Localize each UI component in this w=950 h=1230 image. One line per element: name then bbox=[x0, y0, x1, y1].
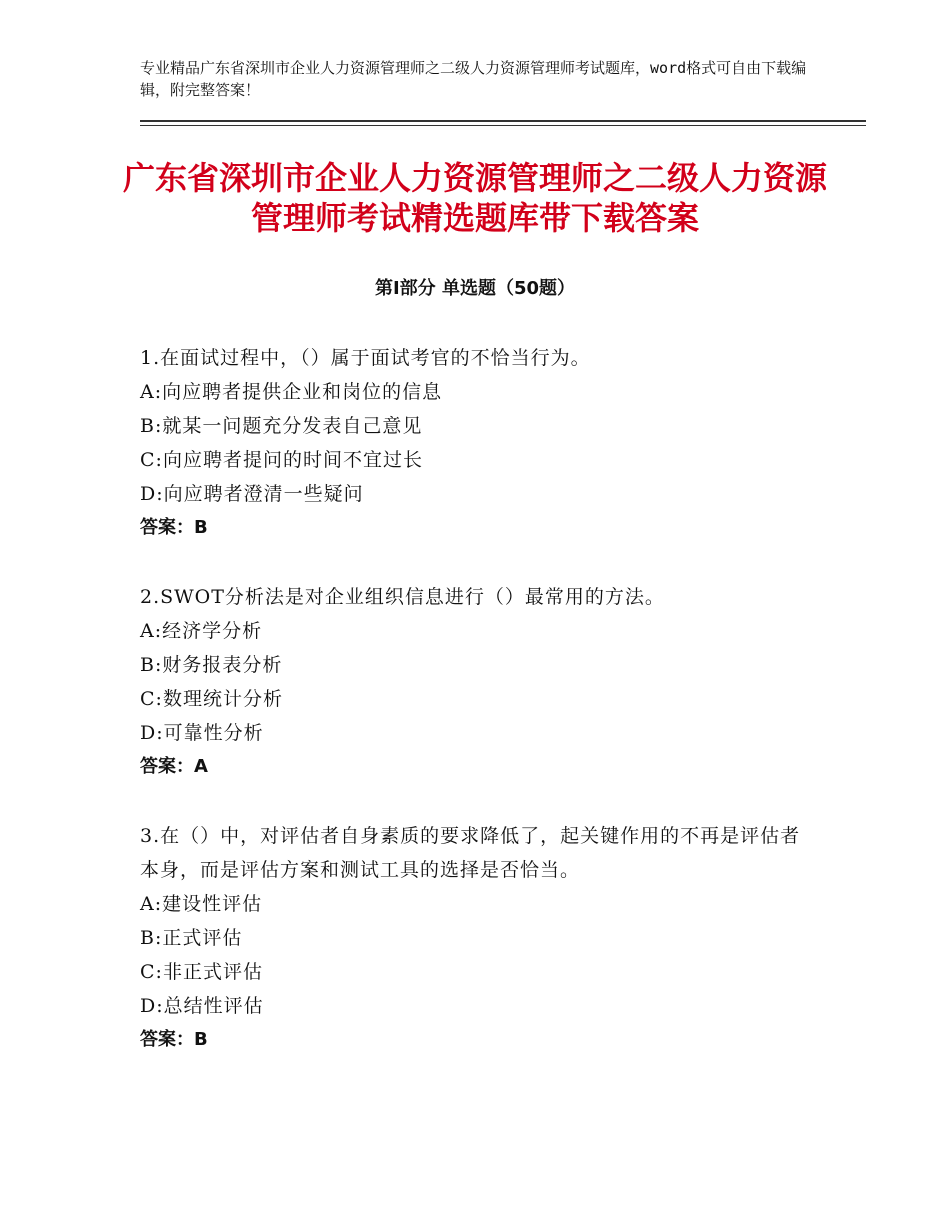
option-d: D:总结性评估 bbox=[140, 995, 264, 1017]
option-a: A:建设性评估 bbox=[140, 893, 263, 915]
option-c: C:非正式评估 bbox=[140, 961, 263, 983]
answer: 答案：B bbox=[140, 1029, 208, 1050]
header-divider-thick bbox=[140, 120, 866, 122]
question-stem: 3.在（）中，对评估者自身素质的要求降低了，起关键作用的不再是评估者本身，而是评估方案和测试工具的选择是否恰当。 bbox=[140, 825, 801, 881]
option-c: C:数理统计分析 bbox=[140, 688, 283, 710]
option-b: B:财务报表分析 bbox=[140, 654, 283, 676]
header-note: 专业精品广东省深圳市企业人力资源管理师之二级人力资源管理师考试题库，word格式可自由下载编辑，附完整答案！ bbox=[140, 59, 807, 99]
question-3 bbox=[140, 819, 820, 1057]
answer: 答案：B bbox=[140, 517, 208, 538]
option-b: B:正式评估 bbox=[140, 927, 243, 949]
option-c: C:向应聘者提问的时间不宜过长 bbox=[140, 449, 423, 471]
question-stem: 2.SWOT分析法是对企业组织信息进行（）最常用的方法。 bbox=[140, 586, 665, 608]
section-heading: 第Ⅰ部分 单选题（50题） bbox=[374, 278, 575, 299]
question-2 bbox=[140, 580, 820, 784]
option-a: A:经济学分析 bbox=[140, 620, 263, 642]
option-a: A:向应聘者提供企业和岗位的信息 bbox=[140, 381, 443, 403]
header-divider-thin bbox=[140, 125, 866, 126]
document-title: 广东省深圳市企业人力资源管理师之二级人力资源管理师考试精选题库带下载答案 bbox=[122, 159, 827, 237]
answer: 答案：A bbox=[140, 756, 208, 777]
question-stem: 1.在面试过程中，（）属于面试考官的不恰当行为。 bbox=[140, 347, 591, 369]
option-d: D:向应聘者澄清一些疑问 bbox=[140, 483, 364, 505]
option-d: D:可靠性分析 bbox=[140, 722, 264, 744]
question-1 bbox=[140, 341, 820, 545]
option-b: B:就某一问题充分发表自己意见 bbox=[140, 415, 423, 437]
